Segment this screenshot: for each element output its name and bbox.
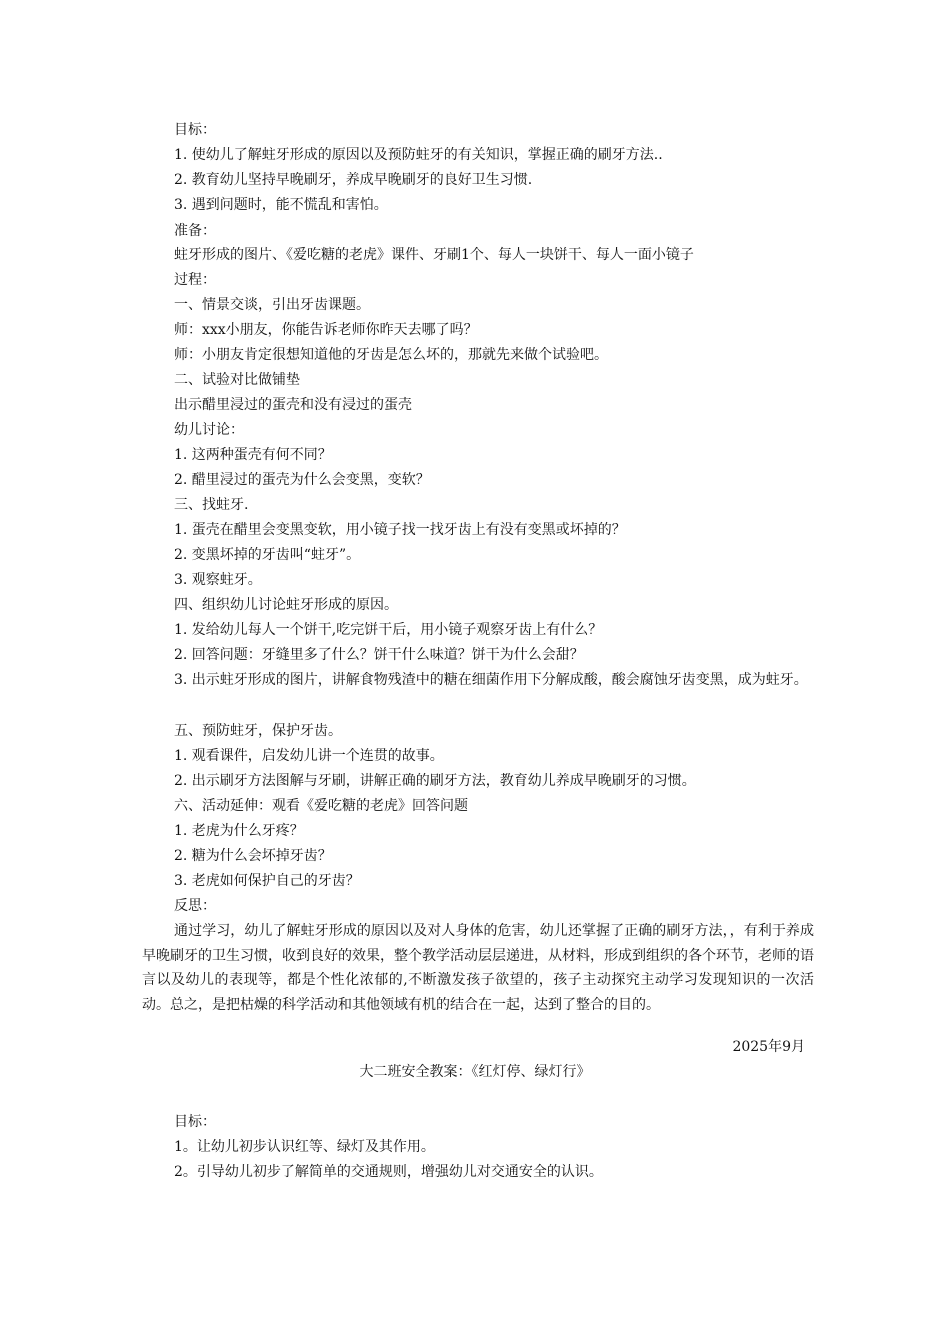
reflection-heading: 反思：: [174, 898, 216, 914]
section-item-wrapped: 3. 出示蛀牙形成的图片，讲解食物残渣中的糖在细菌作用下分解成酸，酸会腐蚀牙齿变黑，成为蛀牙。: [174, 672, 808, 688]
process-heading: 过程：: [174, 272, 216, 288]
goals-heading: 目标：: [174, 122, 216, 138]
section-heading: 四、组织幼儿讨论蛀牙形成的原因。: [174, 597, 398, 613]
section-item: 2. 出示刷牙方法图解与牙刷，讲解正确的刷牙方法，教育幼儿养成早晚刷牙的习惯。: [174, 773, 696, 789]
document-date: 2025年9月: [732, 1039, 805, 1055]
section-item: 2. 变黑坏掉的牙齿叫“蛀牙”。: [174, 547, 361, 563]
section-item: 2. 糖为什么会坏掉牙齿？: [174, 848, 332, 864]
goal-item: 2. 教育幼儿坚持早晚刷牙，养成早晚刷牙的良好卫生习惯.: [174, 172, 533, 188]
lesson-title: 大二班安全教案：《红灯停、绿灯行》: [359, 1064, 591, 1080]
discussion-item: 1. 这两种蛋壳有何不同？: [174, 447, 332, 463]
goal-item: 1. 使幼儿了解蛀牙形成的原因以及预防蛀牙的有关知识，掌握正确的刷牙方法..: [174, 147, 663, 163]
section-item: 2. 回答问题：牙缝里多了什么？饼干什么味道？饼干为什么会甜？: [174, 647, 584, 663]
section-item: 3. 观察蛀牙。: [174, 572, 262, 588]
section-heading: 五、预防蛀牙，保护牙齿。: [174, 723, 342, 739]
dialogue-line: 师：小朋友肯定很想知道他的牙齿是怎么坏的，那就先来做个试验吧。: [174, 347, 608, 363]
section-heading: 一、情景交谈，引出牙齿课题。: [174, 297, 370, 313]
section-heading: 二、试验对比做铺垫: [174, 372, 300, 388]
goal-item: 2。引导幼儿初步了解简单的交通规则，增强幼儿对交通安全的认识。: [174, 1164, 603, 1180]
section-item: 3. 老虎如何保护自己的牙齿？: [174, 873, 360, 889]
goal-item: 1。让幼儿初步认识红等、绿灯及其作用。: [174, 1139, 435, 1155]
section-item: 1. 老虎为什么牙疼？: [174, 823, 304, 839]
section-item: 1. 观看课件，启发幼儿讲一个连贯的故事。: [174, 748, 444, 764]
section-item: 1. 发给幼儿每人一个饼干,吃完饼干后，用小镜子观察牙齿上有什么？: [174, 622, 603, 638]
section-item: 1. 蛋壳在醋里会变黑变软，用小镜子找一找牙齿上有没有变黑或坏掉的？: [174, 522, 626, 538]
dialogue-line: 师：xxx小朋友，你能告诉老师你昨天去哪了吗？: [174, 322, 478, 338]
discussion-heading: 幼儿讨论：: [174, 422, 244, 438]
prep-heading: 准备：: [174, 223, 216, 239]
goals-heading: 目标：: [174, 1114, 216, 1130]
goal-item: 3. 遇到问题时，能不慌乱和害怕。: [174, 197, 388, 213]
section-heading: 三、找蛀牙.: [174, 497, 249, 513]
discussion-item: 2. 醋里浸过的蛋壳为什么会变黑，变软？: [174, 472, 430, 488]
section-text: 出示醋里浸过的蛋壳和没有浸过的蛋壳: [174, 397, 412, 413]
reflection-paragraph: 通过学习，幼儿了解蛀牙形成的原因以及对人身体的危害，幼儿还掌握了正确的刷牙方法，，有利于养成早晚刷牙的卫生习惯，收到良好的效果，整个教学活动层层递进，从材料，形成到组织的各个环节，老师的语言以及幼儿的表现等，都是个性化浓郁的,不断激发孩子欲望的，孩子主动探究主动学习发现知识的一次活动。总之，是把枯燥的科学活动和其他领域有机的结合在一起，达到了整合的目的。: [142, 923, 814, 1013]
prep-text: 蛀牙形成的图片、《爱吃糖的老虎》课件、牙刷1个、每人一块饼干、每人一面小镜子: [174, 247, 694, 263]
section-heading: 六、活动延伸：观看《爱吃糖的老虎》回答问题: [174, 798, 468, 814]
